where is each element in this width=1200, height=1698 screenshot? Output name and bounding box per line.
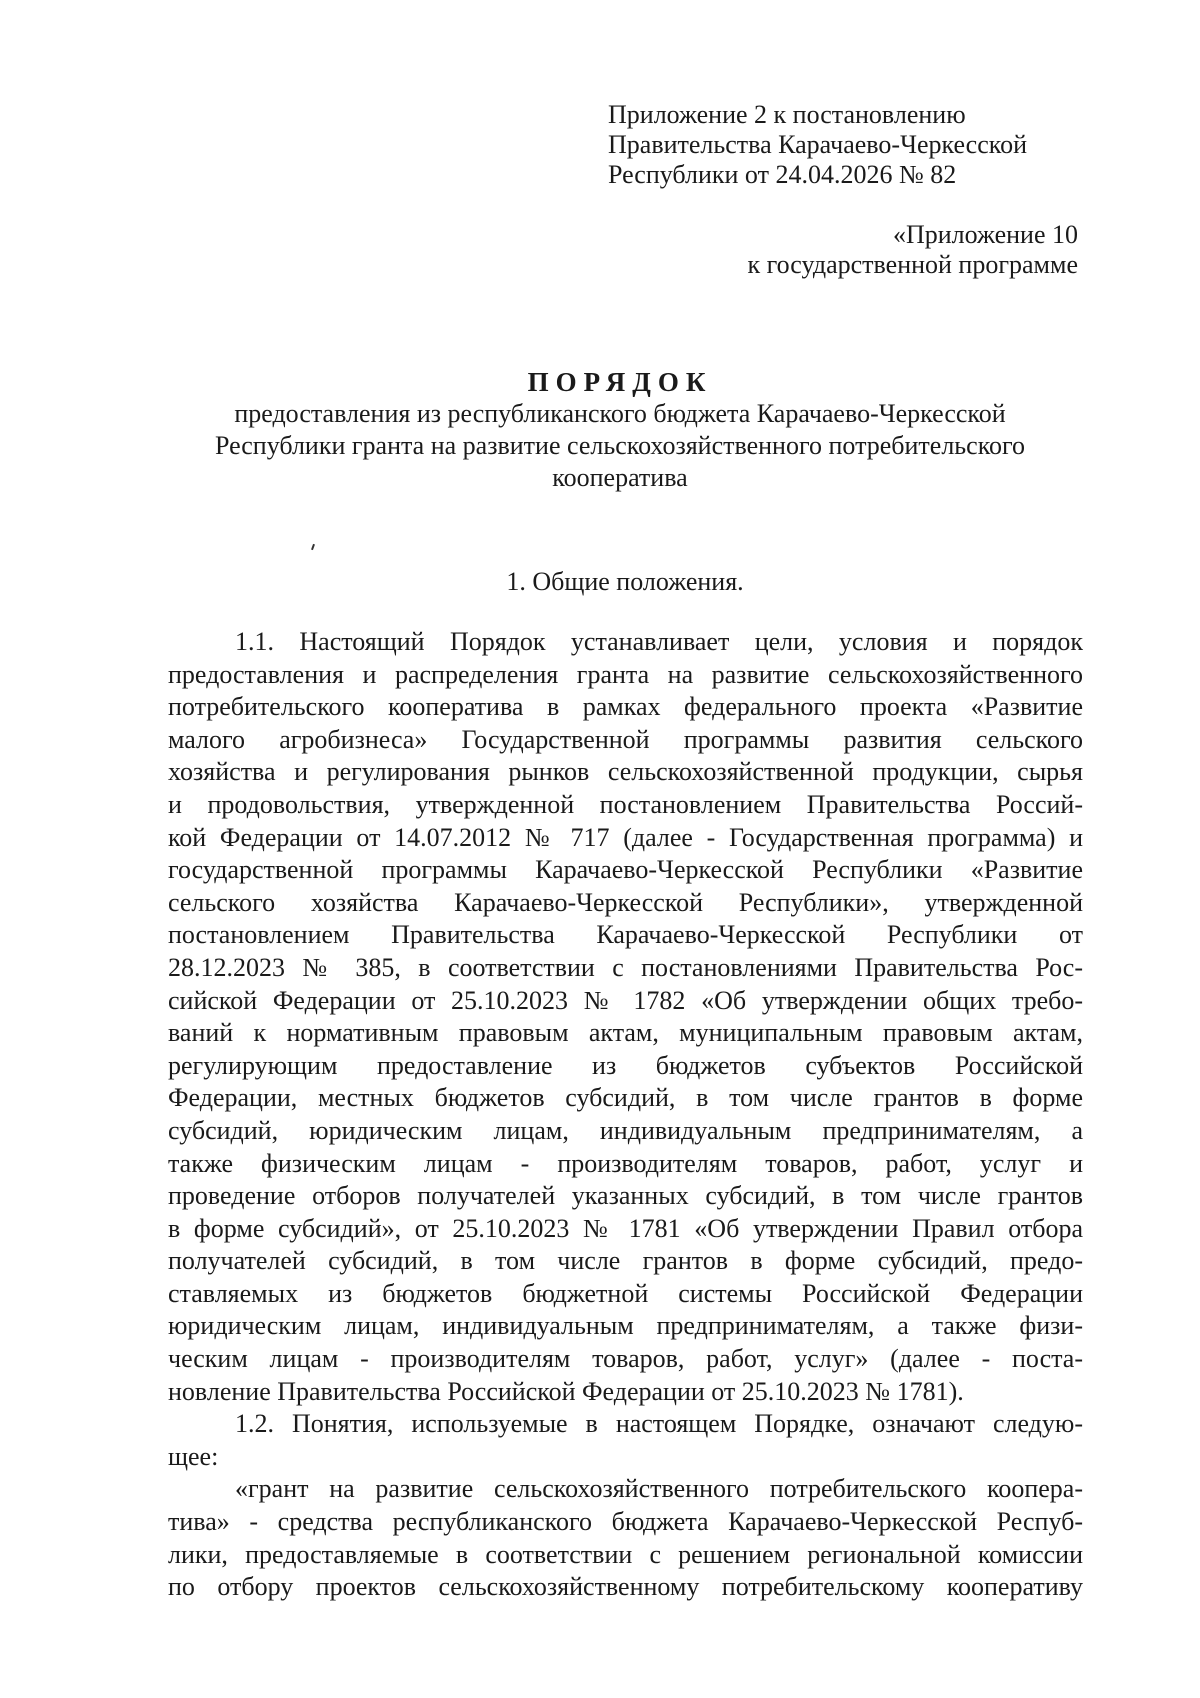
paragraph-line: государственной программы Карачаево-Черкесской Республики «Развитие xyxy=(168,855,1083,885)
paragraph-line: предоставления и распределения гранта на развитие сельскохозяйственного xyxy=(168,659,1083,689)
paragraph-line: по отбору проектов сельскохозяйственному потребительскому кооперативу xyxy=(168,1572,1083,1602)
subtitle-line: предоставления из республиканского бюджета Карачаево-Черкесской xyxy=(234,399,1006,428)
paragraph-line: 1.1. Настоящий Порядок устанавливает цели, условия и порядок xyxy=(235,627,1083,656)
paragraph-line: 28.12.2023 № 385, в соответствии с постановлениями Правительства Рос- xyxy=(168,952,1083,982)
paragraph-line: тива» - средства республиканского бюджета Карачаево-Черкесской Респуб- xyxy=(168,1507,1083,1537)
paragraph-line: хозяйства и регулирования рынков сельскохозяйственной продукции, сырья xyxy=(168,757,1083,787)
document-body xyxy=(168,626,1083,1604)
paragraph-line: получателей субсидий, в том числе грантов в форме субсидий, предо- xyxy=(168,1246,1083,1276)
paragraph-line: щее: xyxy=(168,1441,219,1471)
paragraph-line: лики, предоставляемые в соответствии с решением региональной комиссии xyxy=(168,1539,1083,1569)
subtitle-line: кооператива xyxy=(552,463,688,492)
paragraph-line: регулирующим предоставление из бюджетов субъектов Российской xyxy=(168,1050,1083,1080)
header-line: Республики от 24.04.2026 № 82 xyxy=(608,160,957,189)
paragraph-line: 1.2. Понятия, используемые в настоящем Порядке, означают следую- xyxy=(235,1409,1083,1439)
paragraph-line: субсидий, юридическим лицам, индивидуальным предпринимателям, а xyxy=(168,1115,1083,1145)
appendix-line: к государственной программе xyxy=(747,250,1078,279)
scan-mark xyxy=(311,544,315,550)
paragraph-line: Федерации, местных бюджетов субсидий, в том числе грантов в форме xyxy=(168,1083,1083,1113)
paragraph-line: ставляемых из бюджетов бюджетной системы Российской Федерации xyxy=(168,1278,1083,1308)
paragraph-line: в форме субсидий», от 25.10.2023 № 1781 «Об утверждении Правил отбора xyxy=(168,1213,1083,1243)
paragraph-line: ваний к нормативным правовым актам, муниципальным правовым актам, xyxy=(168,1018,1083,1048)
paragraph-line: ческим лицам - производителям товаров, работ, услуг» (далее - поста- xyxy=(168,1344,1083,1374)
paragraph-line: кой Федерации от 14.07.2012 № 717 (далее - Государственная программа) и xyxy=(168,822,1083,852)
paragraph-line: сельского хозяйства Карачаево-Черкесской Республики», утвержденной xyxy=(168,887,1083,917)
section-heading: 1. Общие положения. xyxy=(506,567,744,596)
appendix-line: «Приложение 10 xyxy=(892,220,1078,249)
paragraph-line: малого агробизнеса» Государственной программы развития сельского xyxy=(168,724,1083,754)
paragraph-line: проведение отборов получателей указанных субсидий, в том числе грантов xyxy=(168,1181,1083,1211)
document-title: ПОРЯДОК xyxy=(527,367,713,397)
paragraph-line: сийской Федерации от 25.10.2023 № 1782 «Об утверждении общих требо- xyxy=(168,985,1083,1015)
paragraph-line: «грант на развитие сельскохозяйственного потребительского коопера- xyxy=(235,1474,1083,1504)
paragraph-line: юридическим лицам, индивидуальным предпринимателям, а также физи- xyxy=(168,1311,1083,1341)
header-line: Правительства Карачаево-Черкесской xyxy=(608,130,1027,159)
paragraph-line: также физическим лицам - производителям товаров, работ, услуг и xyxy=(168,1148,1083,1178)
paragraph-line: новление Правительства Российской Федерации от 25.10.2023 № 1781). xyxy=(168,1376,964,1406)
paragraph-line: постановлением Правительства Карачаево-Черкесской Республики от xyxy=(168,920,1083,950)
header-line: Приложение 2 к постановлению xyxy=(608,100,966,129)
paragraph-line: потребительского кооператива в рамках федерального проекта «Развитие xyxy=(168,692,1083,722)
paragraph-line: и продовольствия, утвержденной постановлением Правительства Россий- xyxy=(168,789,1083,819)
subtitle-line: Республики гранта на развитие сельскохозяйственного потребительского xyxy=(214,431,1026,460)
